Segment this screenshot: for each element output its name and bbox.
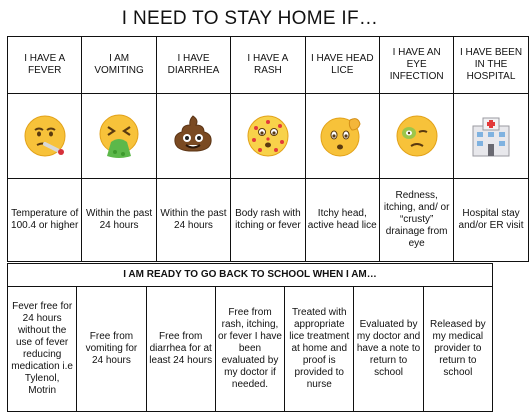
hospital-icon bbox=[467, 112, 515, 160]
lice-cell bbox=[305, 94, 379, 179]
vomiting-cell bbox=[82, 94, 156, 179]
eye-infection-cell bbox=[379, 94, 453, 179]
fever-cell bbox=[8, 94, 82, 179]
return-criterion: Treated with appropriate lice treatment at home and proof is provided to nurse bbox=[285, 287, 354, 412]
diarrhea-cell bbox=[156, 94, 230, 179]
return-header: I AM READY TO GO BACK TO SCHOOL WHEN I AM… bbox=[8, 264, 493, 287]
vomiting-face-icon bbox=[95, 112, 143, 160]
eye-infection-face-icon bbox=[393, 112, 441, 160]
condition-header: I HAVE HEAD LICE bbox=[305, 37, 379, 94]
rash-cell bbox=[231, 94, 305, 179]
rash-face-icon bbox=[244, 112, 292, 160]
return-criterion: Evaluated by my doctor and have a note to return to school bbox=[354, 287, 423, 412]
condition-header: I HAVE A RASH bbox=[231, 37, 305, 94]
return-criterion: Free from vomiting for 24 hours bbox=[77, 287, 146, 412]
hospital-cell bbox=[454, 94, 528, 179]
condition-description: Body rash with itching or fever bbox=[231, 179, 305, 262]
condition-description: Within the past 24 hours bbox=[82, 179, 156, 262]
condition-header: I HAVE BEEN IN THE HOSPITAL bbox=[454, 37, 528, 94]
return-criterion: Free from rash, itching, or fever I have been evaluated by my doctor if needed. bbox=[215, 287, 284, 412]
return-criterion: Released by my medical provider to return to school bbox=[423, 287, 492, 412]
condition-header: I HAVE A FEVER bbox=[8, 37, 82, 94]
condition-description: Redness, itching, and/ or “crusty” drainage from eye bbox=[379, 179, 453, 262]
condition-description: Hospital stay and/or ER visit bbox=[454, 179, 528, 262]
poop-icon bbox=[169, 112, 217, 160]
return-to-school-table bbox=[7, 263, 493, 412]
condition-header: I HAVE DIARRHEA bbox=[156, 37, 230, 94]
condition-description: Within the past 24 hours bbox=[156, 179, 230, 262]
condition-description: Temperature of 100.4 or higher bbox=[8, 179, 82, 262]
page-title: I NEED TO STAY HOME IF… bbox=[121, 8, 379, 29]
condition-header: I HAVE AN EYE INFECTION bbox=[379, 37, 453, 94]
condition-description: Itchy head, active head lice bbox=[305, 179, 379, 262]
itchy-face-icon bbox=[318, 112, 366, 160]
stay-home-table bbox=[7, 36, 529, 262]
return-criterion: Fever free for 24 hours without the use of fever reducing medication i.e Tylenol, Motrin bbox=[8, 287, 77, 412]
condition-header: I AM VOMITING bbox=[82, 37, 156, 94]
thermometer-face-icon bbox=[21, 112, 69, 160]
return-criterion: Free from diarrhea for at least 24 hours bbox=[146, 287, 215, 412]
